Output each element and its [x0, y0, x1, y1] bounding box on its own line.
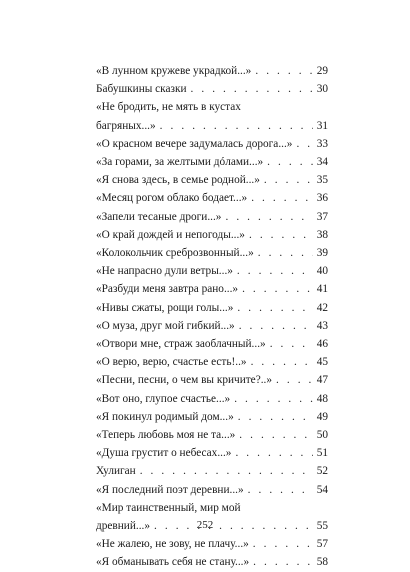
- toc-entry-title: багряных...»: [96, 119, 156, 132]
- toc-page-number: 29: [316, 65, 328, 77]
- toc-entry-line: [96, 317, 328, 335]
- dot-leader: [235, 426, 312, 444]
- dot-leader: [251, 62, 312, 80]
- dot-leader: [249, 535, 313, 553]
- toc-page-number: 52: [316, 465, 328, 478]
- toc-entry-line: [96, 535, 328, 553]
- dot-leader: [247, 353, 313, 371]
- dot-leader: [245, 226, 313, 244]
- toc-entry-title: «Не бродить, не мять в кустах: [96, 101, 241, 114]
- toc-entry-title: «Я покинул родимый дом...»: [96, 410, 234, 423]
- toc-page-number: 40: [316, 265, 328, 278]
- toc-page-number: 35: [316, 174, 328, 187]
- toc-entry-title: «Не жалею, не зову, не плачу...»: [96, 538, 249, 551]
- toc-entry-line: [96, 98, 328, 116]
- toc-entry: [96, 98, 328, 134]
- toc-entry-title: «Месяц рогом облако бодает...»: [96, 192, 248, 205]
- toc-entry: [96, 280, 328, 298]
- toc-page-number: 48: [316, 392, 328, 405]
- toc-entry: [96, 244, 328, 262]
- toc-entry-title: «За горами, за желтыми дóлами...»: [96, 156, 264, 169]
- toc-entry-line: [96, 117, 328, 135]
- toc-entry-line: [96, 262, 328, 280]
- toc-page-number: 45: [316, 356, 328, 369]
- dot-leader: [233, 262, 313, 280]
- toc-page-number: 38: [316, 228, 328, 241]
- toc-entry-line: [96, 481, 328, 499]
- toc-page-number: 30: [316, 83, 328, 96]
- toc-entry-title: «Запели тесаные дроги...»: [96, 210, 222, 223]
- toc-entry-title: «О верю, верю, счастье есть!..»: [96, 356, 247, 369]
- toc-entry: [96, 226, 328, 244]
- toc-page-number: 42: [316, 301, 328, 314]
- toc-entry: [96, 535, 328, 553]
- toc-page-number: 43: [316, 319, 328, 332]
- toc-entry-line: [96, 244, 328, 262]
- toc-entry: [96, 189, 328, 207]
- toc-entry: [96, 208, 328, 226]
- toc-page-number: 46: [316, 338, 328, 351]
- toc-entry-title: «Песни, песни, о чем вы кричите?..»: [96, 374, 273, 387]
- toc-entry: [96, 390, 328, 408]
- toc-entry-line: [96, 444, 328, 462]
- toc-entry-line: [96, 208, 328, 226]
- toc-entry-title: Хулиган: [96, 465, 136, 478]
- toc-entry-title: «В лунном кружеве украдкой...»: [96, 65, 252, 77]
- toc-entry: [96, 371, 328, 389]
- toc-entry: [96, 262, 328, 280]
- toc-entry-title: «О красном вечере задумалась дорога...»: [96, 137, 293, 150]
- toc-entry-line: [96, 371, 328, 389]
- toc-entry-line: [96, 335, 328, 353]
- dot-leader: [221, 208, 312, 226]
- toc-entry-line: [96, 553, 328, 571]
- dot-leader: [263, 153, 313, 171]
- toc-entry-line: [96, 462, 328, 480]
- toc-entry-line: [96, 299, 328, 317]
- toc-page-number: 37: [316, 210, 328, 223]
- toc-page-number: 51: [316, 447, 328, 460]
- toc-entry-title: «Вот оно, глупое счастье...»: [96, 392, 231, 405]
- toc-entry-title: «Разбуди меня завтра рано...»: [96, 283, 239, 296]
- dot-leader: [187, 80, 313, 98]
- toc-entry: [96, 353, 328, 371]
- toc-entry-line: [96, 280, 328, 298]
- toc-entry: [96, 553, 328, 571]
- toc-entry-title: «О муза, друг мой гибкий...»: [96, 319, 235, 332]
- toc-entry: [96, 481, 328, 499]
- toc-entry-line: [96, 189, 328, 207]
- dot-leader: [266, 335, 313, 353]
- toc-entry: [96, 317, 328, 335]
- dot-leader: [272, 371, 313, 389]
- toc-page-number: 36: [316, 192, 328, 205]
- toc-page-number: 55: [316, 520, 328, 533]
- dot-leader: [247, 189, 313, 207]
- toc-entry-line: [96, 390, 328, 408]
- toc-entry-title: «Отвори мне, страж заоблачный...»: [96, 338, 266, 351]
- toc-entry-title: «О край дождей и непогоды...»: [96, 228, 245, 241]
- toc-page-number: 57: [316, 538, 328, 551]
- toc-entry-line: [96, 62, 328, 80]
- table-of-contents: [96, 62, 328, 572]
- toc-entry: [96, 80, 328, 98]
- toc-entry-title: «Нивы сжаты, рощи голы...»: [96, 301, 234, 314]
- toc-entry-title: Бабушкины сказки: [96, 83, 187, 96]
- toc-entry: [96, 62, 328, 80]
- dot-leader: [231, 444, 312, 462]
- toc-entry-title: «Мир таинственный, мир мой: [96, 501, 241, 514]
- toc-entry-line: [96, 226, 328, 244]
- toc-entry-title: «Не напрасно дули ветры...»: [96, 265, 233, 278]
- dot-leader: [136, 462, 313, 480]
- dot-leader: [156, 117, 313, 135]
- toc-entry-line: [96, 135, 328, 153]
- toc-entry-line: [96, 80, 328, 98]
- toc-entry-line: [96, 499, 328, 517]
- dot-leader: [254, 244, 313, 262]
- dot-leader: [260, 171, 313, 189]
- toc-entry-line: [96, 153, 328, 171]
- toc-page-number: 34: [316, 156, 328, 169]
- toc-entry-title: «Теперь любовь моя не та...»: [96, 429, 236, 442]
- dot-leader: [244, 481, 313, 499]
- toc-entry: [96, 153, 328, 171]
- dot-leader: [234, 408, 313, 426]
- toc-page-number: 49: [316, 410, 328, 423]
- dot-leader: [230, 390, 313, 408]
- toc-entry-title: «Я последний поэт деревни...»: [96, 483, 244, 496]
- toc-page-number: 47: [316, 374, 328, 387]
- toc-entry-title: «Колокольчик среброзвонный...»: [96, 247, 254, 260]
- toc-entry-line: [96, 171, 328, 189]
- dot-leader: [238, 280, 313, 298]
- toc-entry-title: древний...»: [96, 520, 151, 533]
- dot-leader: [235, 317, 313, 335]
- dot-leader: [249, 553, 313, 571]
- toc-entry: [96, 299, 328, 317]
- toc-page-number: 58: [316, 556, 328, 569]
- toc-page-number: 50: [316, 429, 328, 442]
- toc-page-number: 41: [316, 283, 328, 296]
- toc-entry: [96, 462, 328, 480]
- page-number-footer: 252: [196, 519, 214, 531]
- toc-entry-title: «Я обманывать себя не стану...»: [96, 556, 250, 569]
- dot-leader: [292, 135, 312, 153]
- toc-page-number: 33: [316, 137, 328, 150]
- toc-page-number: 54: [316, 483, 328, 496]
- toc-entry-title: «Я снова здесь, в семье родной...»: [96, 174, 260, 187]
- toc-entry: [96, 335, 328, 353]
- toc-entry-line: [96, 426, 328, 444]
- toc-entry: [96, 408, 328, 426]
- toc-entry: [96, 426, 328, 444]
- toc-entry: [96, 444, 328, 462]
- dot-leader: [233, 299, 312, 317]
- toc-entry: [96, 171, 328, 189]
- toc-entry: [96, 135, 328, 153]
- toc-page-number: 31: [316, 119, 328, 132]
- toc-page-number: 39: [316, 247, 328, 260]
- toc-entry-title: «Душа грустит о небесах...»: [96, 447, 232, 460]
- toc-entry-line: [96, 408, 328, 426]
- toc-entry-line: [96, 353, 328, 371]
